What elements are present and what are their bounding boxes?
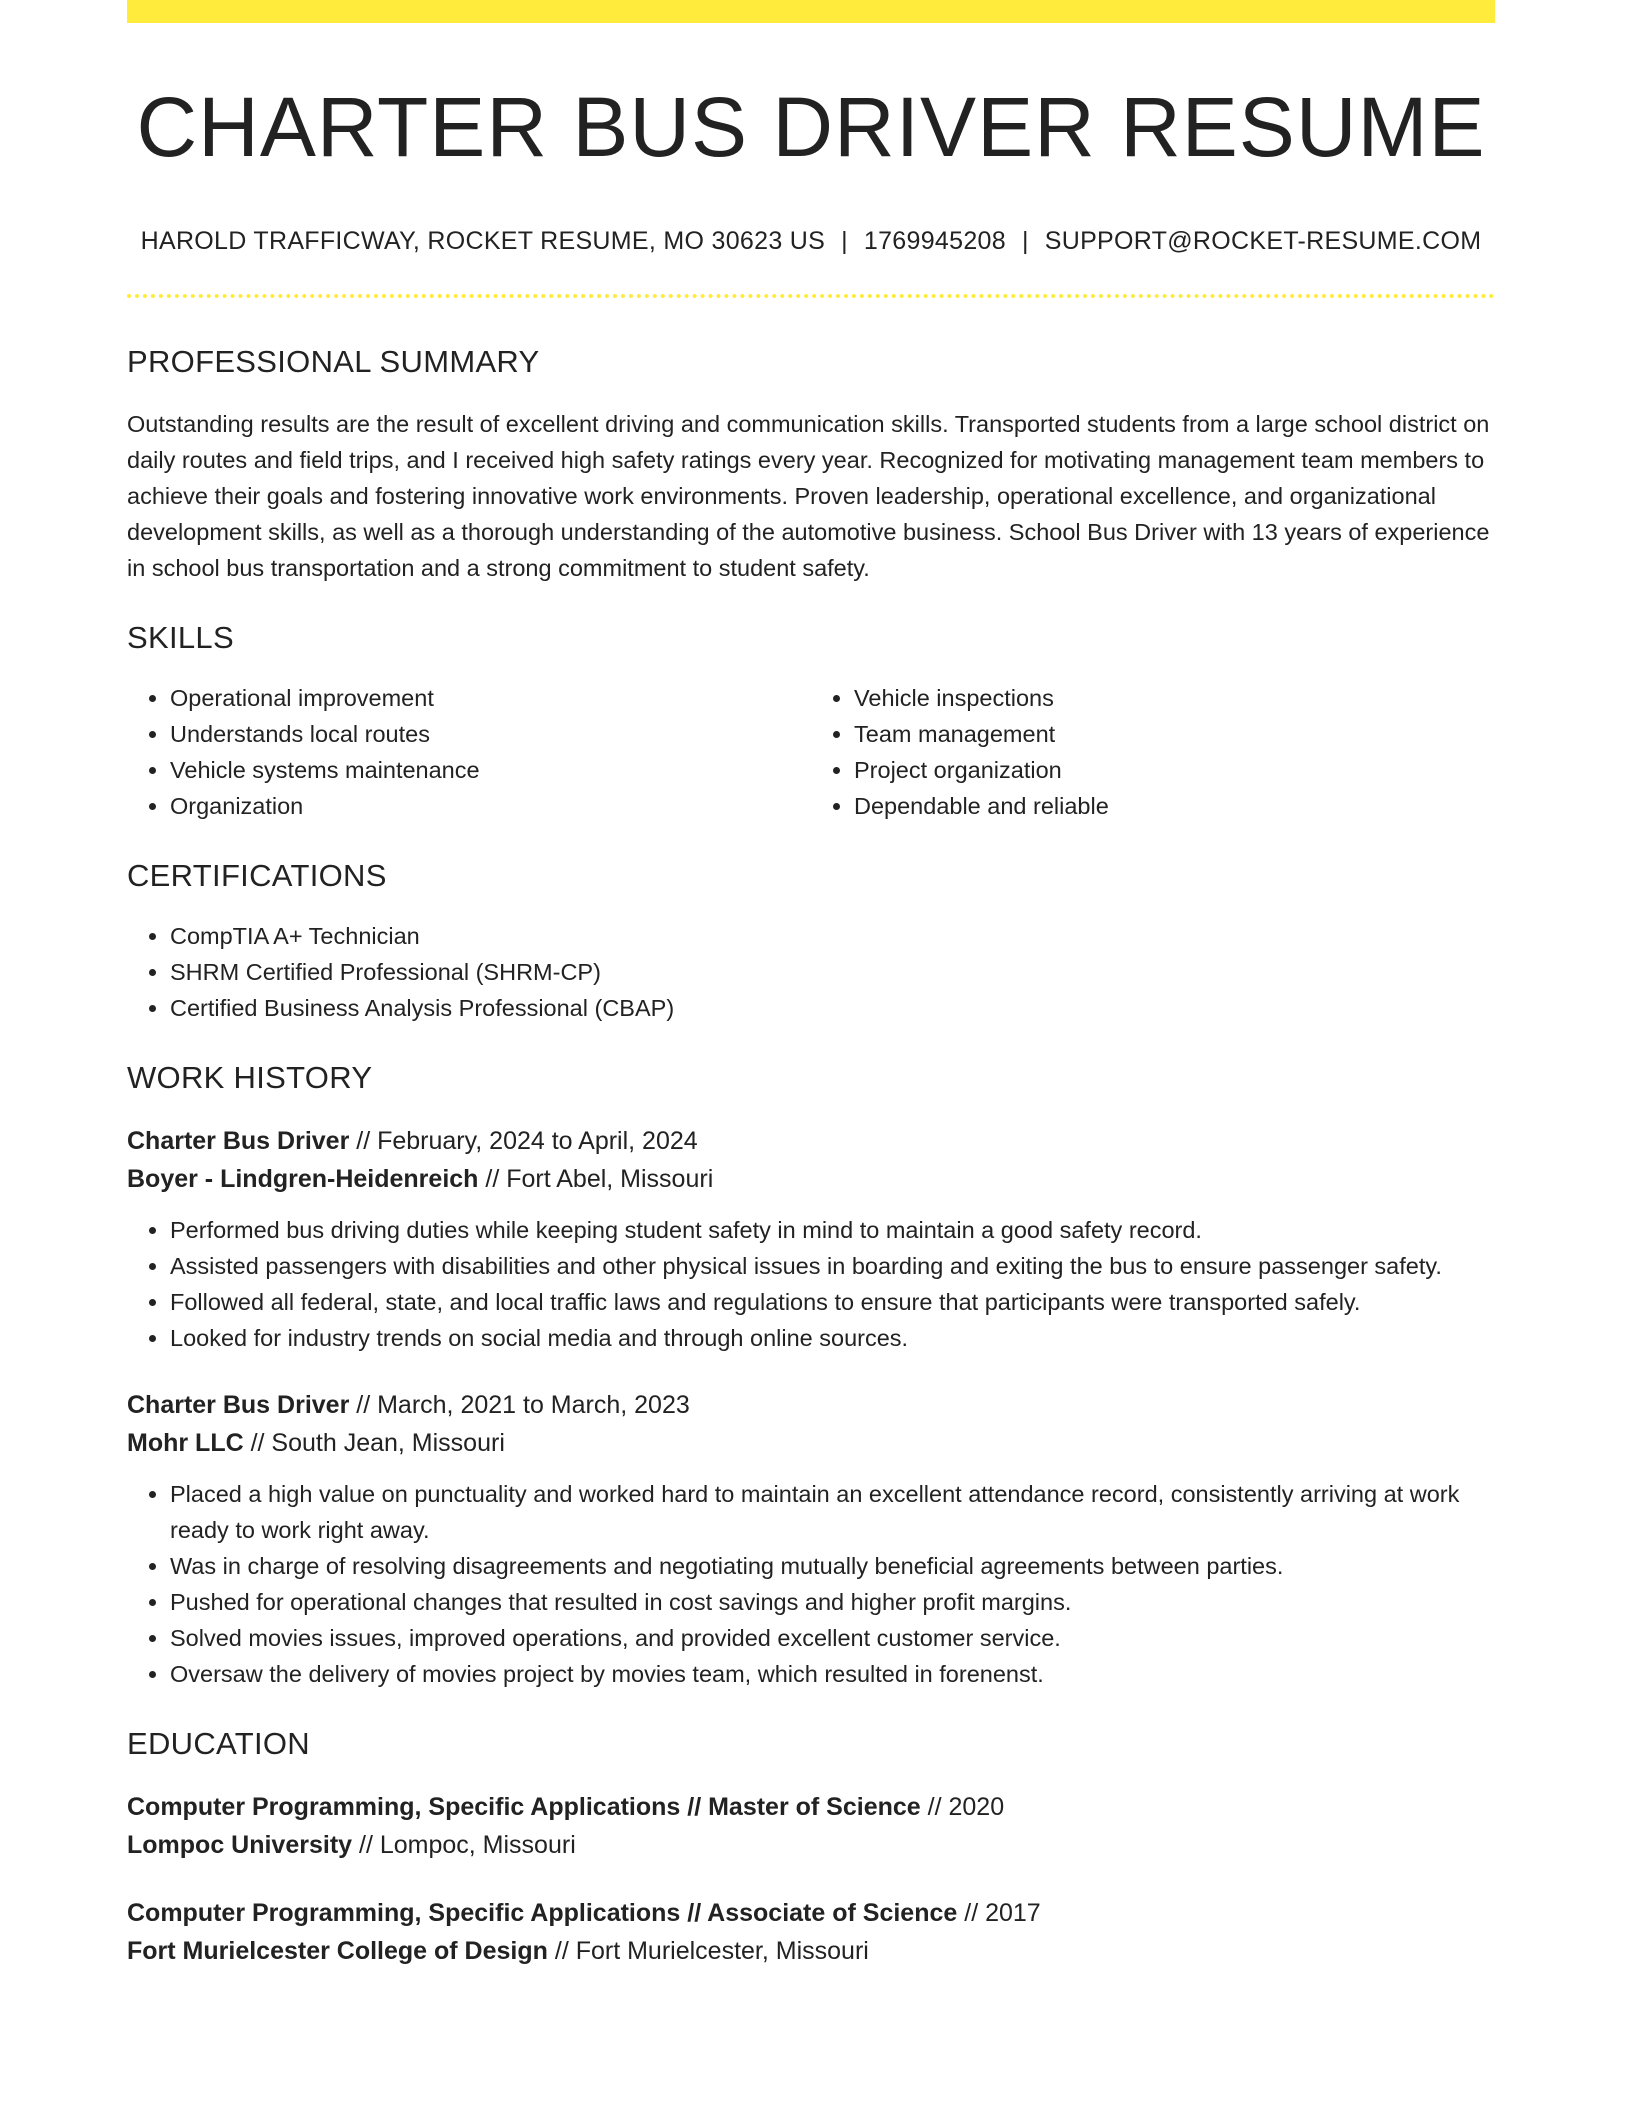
education-degree: Computer Programming, Specific Applications // Master of Science bbox=[127, 1793, 921, 1822]
skill-item: • Operational improvement bbox=[170, 680, 811, 716]
job-location: // South Jean, Missouri bbox=[243, 1429, 505, 1458]
contact-separator: | bbox=[841, 227, 848, 256]
skills-heading: SKILLS bbox=[127, 620, 234, 656]
job-duty: • Pushed for operational changes that resulted in cost savings and higher profit margins. bbox=[170, 1584, 1495, 1620]
education-degree-line bbox=[127, 1788, 1495, 1826]
job-entry bbox=[127, 1386, 1495, 1692]
education-degree-line bbox=[127, 1894, 1495, 1932]
certifications-list bbox=[127, 918, 1495, 1026]
certification-item: • SHRM Certified Professional (SHRM-CP) bbox=[170, 954, 1495, 990]
work-history-heading: WORK HISTORY bbox=[127, 1060, 373, 1096]
education-year: // 2020 bbox=[920, 1793, 1005, 1822]
contact-address: HAROLD TRAFFICWAY, ROCKET RESUME, MO 30623 US bbox=[140, 227, 826, 256]
education-entry bbox=[127, 1894, 1495, 1970]
job-duty: • Oversaw the delivery of movies project by movies team, which resulted in forenenst. bbox=[170, 1656, 1495, 1692]
job-company: Boyer - Lindgren-Heidenreich bbox=[127, 1165, 479, 1194]
education-entry bbox=[127, 1788, 1495, 1864]
education-school-line bbox=[127, 1826, 1495, 1864]
skill-item: • Team management bbox=[854, 716, 1495, 752]
contact-phone: 1769945208 bbox=[863, 227, 1006, 256]
job-dates: // March, 2021 to March, 2023 bbox=[349, 1391, 690, 1420]
skills-grid bbox=[127, 680, 1495, 824]
summary-heading: PROFESSIONAL SUMMARY bbox=[127, 344, 540, 380]
skill-item: • Organization bbox=[170, 788, 811, 824]
skill-item: • Vehicle inspections bbox=[854, 680, 1495, 716]
skills-section bbox=[127, 620, 1495, 824]
top-accent-bar bbox=[127, 0, 1495, 23]
job-duty: • Followed all federal, state, and local traffic laws and regulations to ensure that participants were transported safely. bbox=[170, 1284, 1495, 1320]
resume-title: CHARTER BUS DRIVER RESUME bbox=[136, 80, 1486, 174]
job-duty: • Looked for industry trends on social media and through online sources. bbox=[170, 1320, 1495, 1356]
education-school: Fort Murielcester College of Design bbox=[127, 1937, 548, 1966]
job-duty: • Assisted passengers with disabilities and other physical issues in boarding and exiting the bus to ensure passenger safety. bbox=[170, 1248, 1495, 1284]
job-duty: • Performed bus driving duties while keeping student safety in mind to maintain a good safety record. bbox=[170, 1212, 1495, 1248]
job-company: Mohr LLC bbox=[127, 1429, 244, 1458]
job-company-line bbox=[127, 1424, 1495, 1462]
certifications-section bbox=[127, 858, 1495, 1026]
education-heading: EDUCATION bbox=[127, 1726, 310, 1762]
education-location: // Fort Murielcester, Missouri bbox=[547, 1937, 869, 1966]
education-school-line bbox=[127, 1932, 1495, 1970]
certifications-heading: CERTIFICATIONS bbox=[127, 858, 387, 894]
skill-item: • Understands local routes bbox=[170, 716, 811, 752]
skill-item: • Dependable and reliable bbox=[854, 788, 1495, 824]
job-duties-list bbox=[127, 1212, 1495, 1356]
job-entry bbox=[127, 1122, 1495, 1356]
contact-email: SUPPORT@ROCKET-RESUME.COM bbox=[1044, 227, 1482, 256]
skill-item: • Vehicle systems maintenance bbox=[170, 752, 811, 788]
summary-text: Outstanding results are the result of excellent driving and communication skills. Transported students from a large school district on daily routes and field trips, and I received high safety ratings every year. Recognized for motivating management team members to achieve their goals and fostering innovative work environments. Proven leadership, operational excellence, and organizational development skills, as well as a thorough understanding of the automotive business. School Bus Driver with 13 years of experience in school bus transportation and a strong commitment to student safety. bbox=[127, 411, 1490, 582]
job-title-line bbox=[127, 1122, 1495, 1160]
education-year: // 2017 bbox=[957, 1899, 1041, 1928]
certification-item: • CompTIA A+ Technician bbox=[170, 918, 1495, 954]
contact-separator: | bbox=[1021, 227, 1029, 256]
job-dates: // February, 2024 to April, 2024 bbox=[349, 1127, 698, 1156]
education-degree: Computer Programming, Specific Applications // Associate of Science bbox=[127, 1899, 958, 1928]
resume-page bbox=[127, 0, 1495, 1970]
certification-item: • Certified Business Analysis Professional (CBAP) bbox=[170, 990, 1495, 1026]
job-duty: • Placed a high value on punctuality and worked hard to maintain an excellent attendance record, consistently arriving at work ready to work right away. bbox=[170, 1476, 1495, 1548]
work-history-section bbox=[127, 1060, 1495, 1692]
job-duties-list bbox=[127, 1476, 1495, 1692]
education-school: Lompoc University bbox=[127, 1831, 353, 1860]
header-divider bbox=[127, 294, 1495, 298]
job-title-line bbox=[127, 1386, 1495, 1424]
skills-list-left bbox=[127, 680, 811, 824]
job-duty: • Was in charge of resolving disagreements and negotiating mutually beneficial agreements between parties. bbox=[170, 1548, 1495, 1584]
job-title: Charter Bus Driver bbox=[127, 1391, 350, 1420]
contact-line bbox=[127, 227, 1495, 256]
education-section bbox=[127, 1726, 1495, 1970]
job-company-line bbox=[127, 1160, 1495, 1198]
job-title: Charter Bus Driver bbox=[127, 1127, 350, 1156]
skills-list-right bbox=[811, 680, 1495, 824]
skill-item: • Project organization bbox=[854, 752, 1495, 788]
job-duty: • Solved movies issues, improved operations, and provided excellent customer service. bbox=[170, 1620, 1495, 1656]
job-location: // Fort Abel, Missouri bbox=[478, 1165, 714, 1194]
education-location: // Lompoc, Missouri bbox=[352, 1831, 576, 1860]
